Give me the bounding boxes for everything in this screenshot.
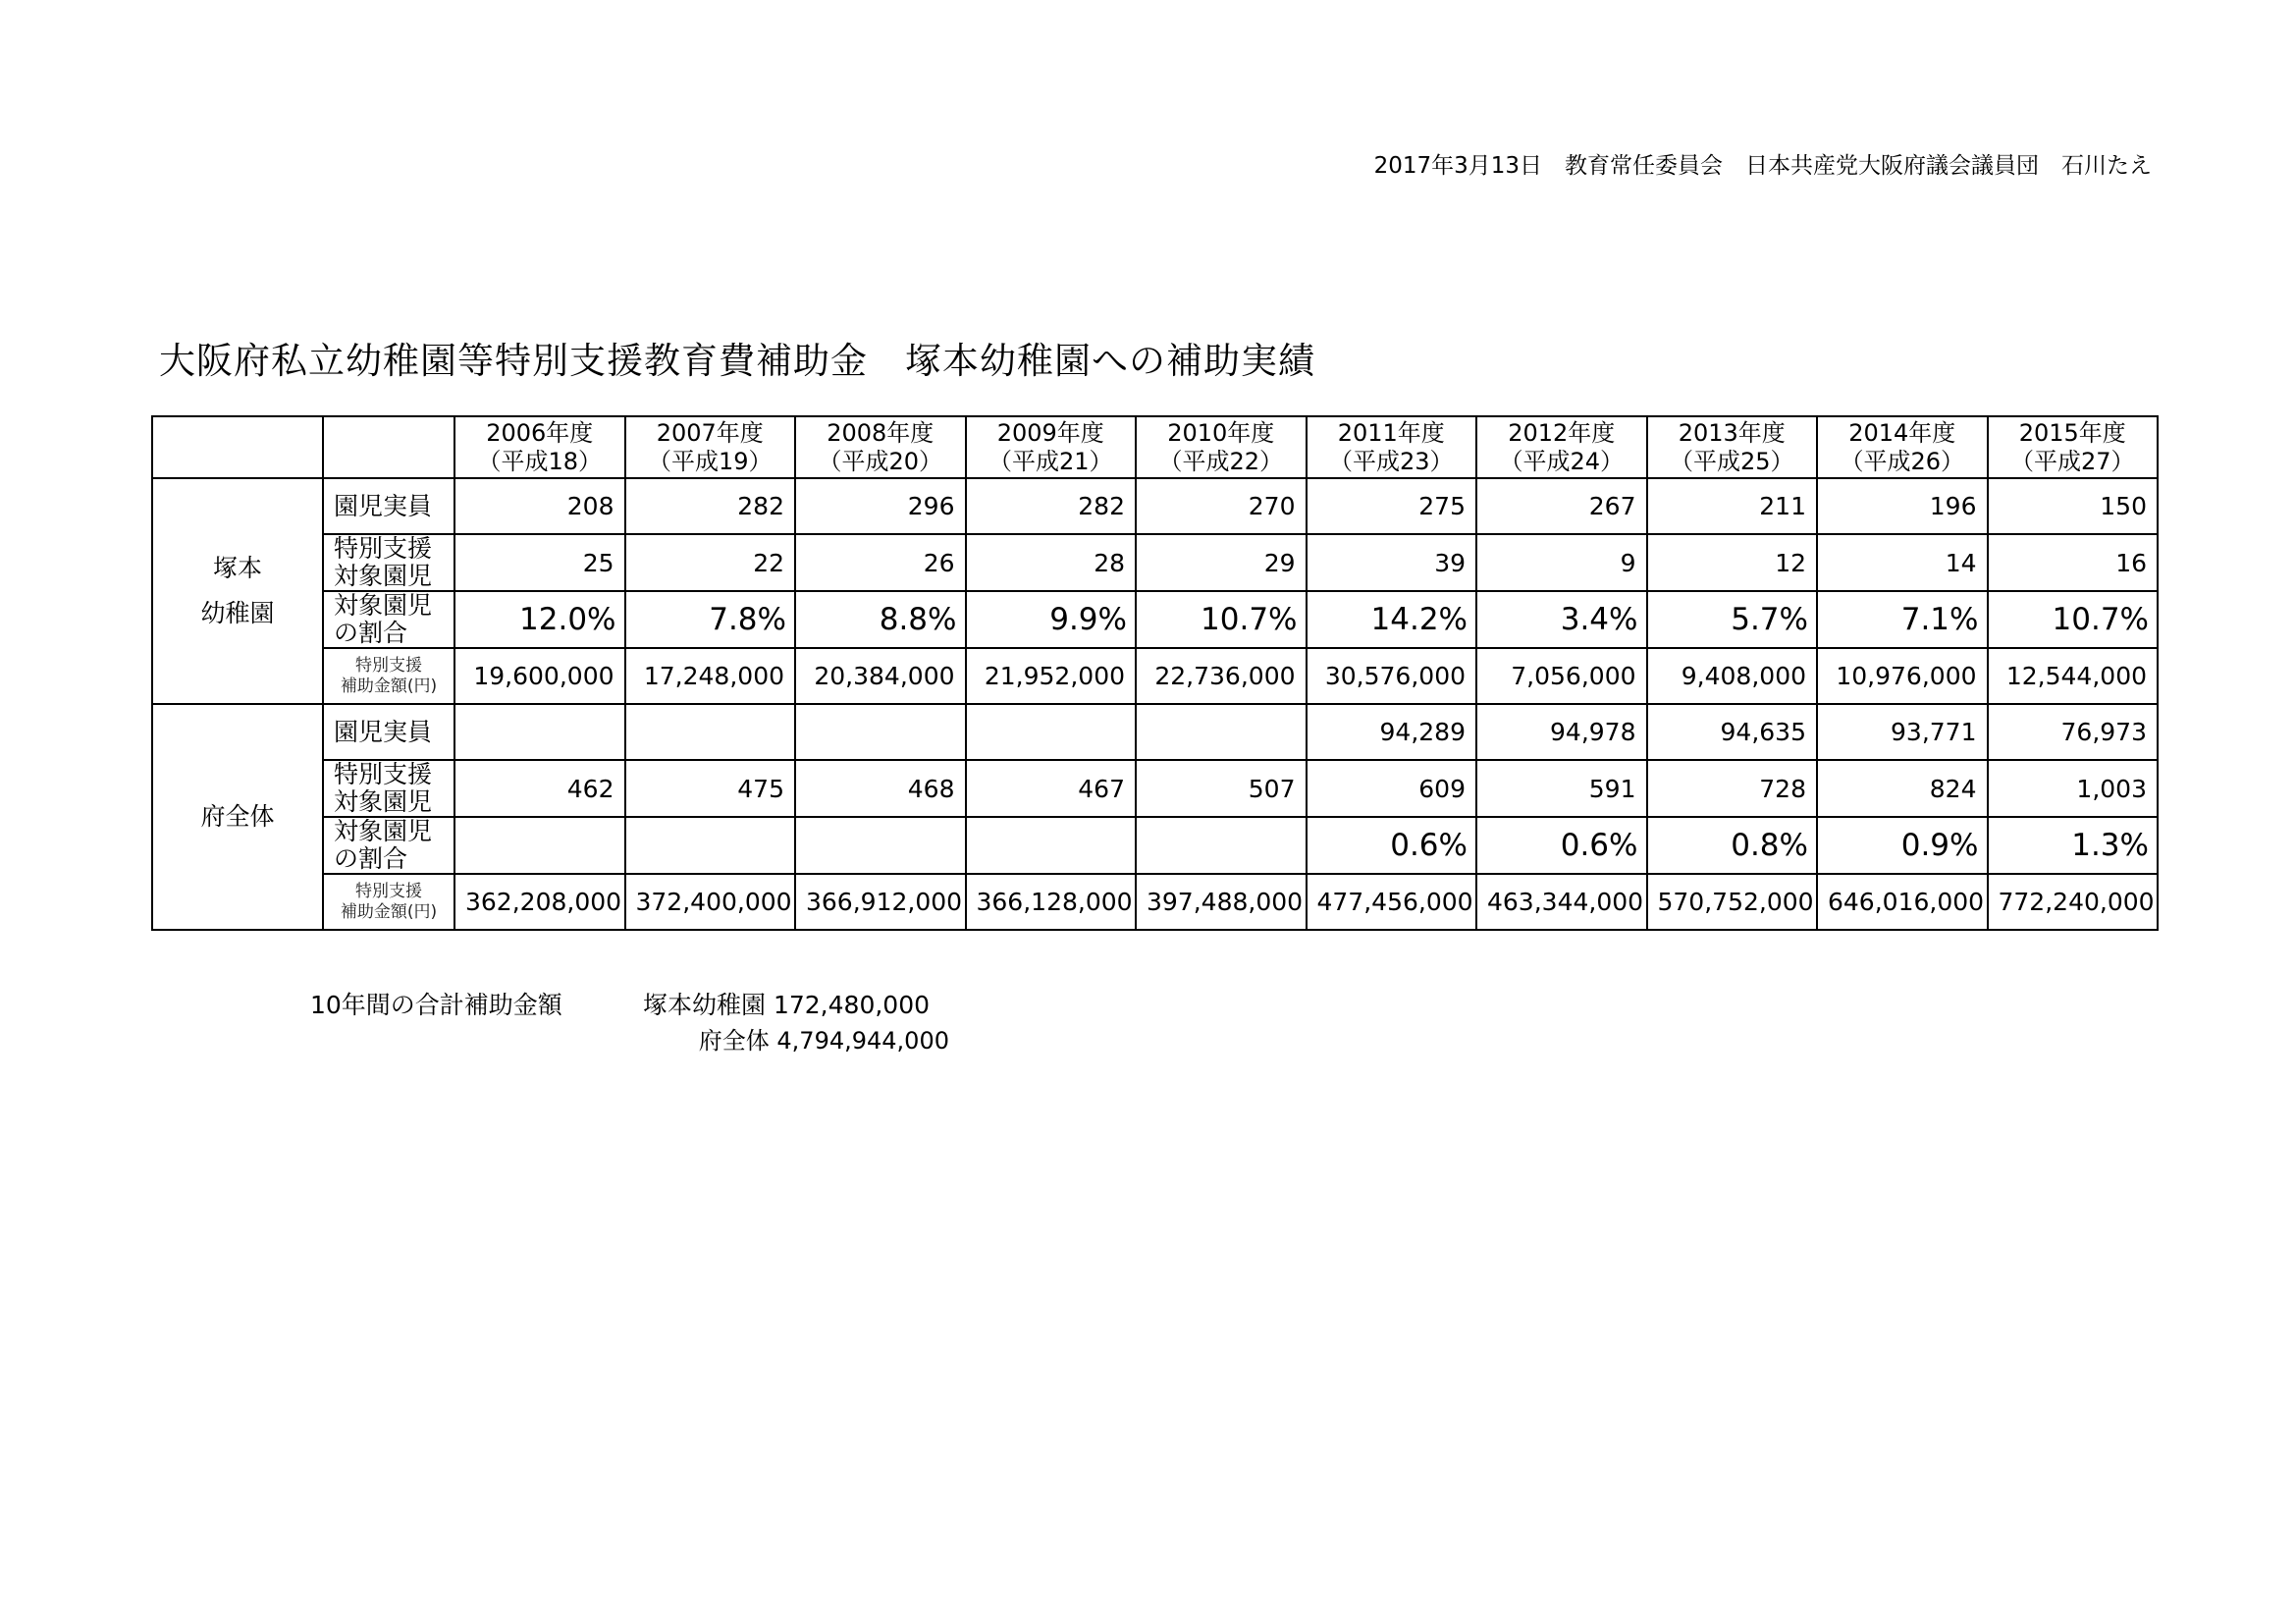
value-cell: 0.6% (1476, 817, 1647, 874)
row-label-line: の割合 (334, 619, 408, 647)
row-label-line: 特別支援 (355, 881, 422, 901)
value-cell: 267 (1476, 478, 1647, 534)
value-cell: 275 (1307, 478, 1477, 534)
table-row (152, 760, 2158, 817)
row-label-line: 補助金額(円) (340, 676, 438, 696)
value-cell: 76,973 (1988, 704, 2159, 760)
value-cell: 22,736,000 (1136, 648, 1307, 704)
value-cell: 14 (1817, 534, 1988, 591)
year-label: 2014年度 (1848, 418, 1956, 447)
value-cell (454, 817, 625, 874)
group-label-line: 府全体 (200, 802, 275, 831)
year-label: 2007年度 (656, 418, 764, 447)
year-label: 2009年度 (996, 418, 1104, 447)
value-cell (966, 704, 1137, 760)
value-cell: 824 (1817, 760, 1988, 817)
table-row (152, 704, 2158, 760)
value-cell: 14.2% (1307, 591, 1477, 648)
value-cell: 296 (795, 478, 966, 534)
value-cell: 362,208,000 (454, 874, 625, 930)
value-cell: 10.7% (1136, 591, 1307, 648)
year-header (1647, 416, 1818, 478)
value-cell: 94,978 (1476, 704, 1647, 760)
value-cell (454, 704, 625, 760)
row-label (323, 534, 454, 591)
value-cell: 12 (1647, 534, 1818, 591)
era-label: （平成25） (1669, 447, 1794, 475)
value-cell: 9,408,000 (1647, 648, 1818, 704)
value-cell: 196 (1817, 478, 1988, 534)
value-cell: 366,128,000 (966, 874, 1137, 930)
value-cell (625, 704, 796, 760)
value-cell: 5.7% (1647, 591, 1818, 648)
value-cell: 22 (625, 534, 796, 591)
value-cell: 772,240,000 (1988, 874, 2159, 930)
value-cell (625, 817, 796, 874)
value-cell: 507 (1136, 760, 1307, 817)
value-cell: 7.1% (1817, 591, 1988, 648)
value-cell: 39 (1307, 534, 1477, 591)
value-cell: 8.8% (795, 591, 966, 648)
table-row (152, 648, 2158, 704)
header-note: 2017年3月13日 教育常任委員会 日本共産党大阪府議会議員団 石川たえ (1373, 153, 2152, 179)
group-label-line: 塚本 (212, 554, 262, 582)
group-label (152, 704, 323, 930)
subsidy-table (151, 415, 2159, 931)
value-cell: 21,952,000 (966, 648, 1137, 704)
table-row (152, 591, 2158, 648)
value-cell (1136, 817, 1307, 874)
value-cell: 646,016,000 (1817, 874, 1988, 930)
value-cell (795, 704, 966, 760)
value-cell: 25 (454, 534, 625, 591)
value-cell: 12.0% (454, 591, 625, 648)
value-cell: 150 (1988, 478, 2159, 534)
summary-prefecture-label: 府全体 (698, 1027, 770, 1055)
row-label-line: 対象園児 (334, 562, 433, 590)
value-cell: 9.9% (966, 591, 1137, 648)
value-cell: 468 (795, 760, 966, 817)
value-cell: 26 (795, 534, 966, 591)
value-cell: 29 (1136, 534, 1307, 591)
row-label-line: 対象園児 (334, 591, 433, 620)
year-label: 2006年度 (486, 418, 594, 447)
year-label: 2012年度 (1508, 418, 1616, 447)
row-label-line: 対象園児 (334, 787, 433, 816)
value-cell: 372,400,000 (625, 874, 796, 930)
row-label-line: 補助金額(円) (340, 901, 438, 922)
era-label: （平成26） (1840, 447, 1965, 475)
table-row (152, 534, 2158, 591)
year-header (966, 416, 1137, 478)
row-label-line: 園児実員 (334, 717, 433, 746)
value-cell: 477,456,000 (1307, 874, 1477, 930)
row-label-line: 特別支援 (334, 534, 433, 563)
group-label (152, 478, 323, 704)
value-cell: 17,248,000 (625, 648, 796, 704)
value-cell: 591 (1476, 760, 1647, 817)
value-cell: 16 (1988, 534, 2159, 591)
table-row (152, 817, 2158, 874)
summary-prefecture-total: 4,794,944,000 (776, 1027, 949, 1055)
year-header (1307, 416, 1477, 478)
year-label: 2015年度 (2018, 418, 2126, 447)
value-cell: 1,003 (1988, 760, 2159, 817)
summary-label: 10年間の合計補助金額 (310, 991, 562, 1019)
year-header (1817, 416, 1988, 478)
year-header (1476, 416, 1647, 478)
era-label: （平成27） (2009, 447, 2135, 475)
value-cell: 609 (1307, 760, 1477, 817)
year-header (454, 416, 625, 478)
value-cell: 7.8% (625, 591, 796, 648)
value-cell: 19,600,000 (454, 648, 625, 704)
year-header (625, 416, 796, 478)
row-label (323, 478, 454, 534)
value-cell: 93,771 (1817, 704, 1988, 760)
group-label-line: 幼稚園 (200, 599, 275, 627)
year-label: 2013年度 (1678, 418, 1786, 447)
era-label: （平成19） (647, 447, 773, 475)
value-cell: 12,544,000 (1988, 648, 2159, 704)
table-row (152, 874, 2158, 930)
row-label-line: 特別支援 (355, 655, 422, 676)
year-header (1988, 416, 2159, 478)
value-cell: 10,976,000 (1817, 648, 1988, 704)
value-cell: 10.7% (1988, 591, 2159, 648)
era-label: （平成24） (1499, 447, 1625, 475)
row-label-line: 特別支援 (334, 760, 433, 788)
value-cell (966, 817, 1137, 874)
row-label (323, 874, 454, 930)
row-label-line: 園児実員 (334, 491, 433, 520)
value-cell: 397,488,000 (1136, 874, 1307, 930)
value-cell: 270 (1136, 478, 1307, 534)
value-cell: 94,635 (1647, 704, 1818, 760)
value-cell: 475 (625, 760, 796, 817)
era-label: （平成22） (1158, 447, 1284, 475)
summary-tsukamoto-total: 172,480,000 (773, 991, 931, 1019)
year-label: 2011年度 (1337, 418, 1445, 447)
row-label (323, 591, 454, 648)
value-cell: 463,344,000 (1476, 874, 1647, 930)
value-cell: 366,912,000 (795, 874, 966, 930)
row-label-line: の割合 (334, 844, 408, 873)
year-header (1136, 416, 1307, 478)
row-label-line: 対象園児 (334, 817, 433, 845)
table-row (152, 478, 2158, 534)
year-header (795, 416, 966, 478)
value-cell: 211 (1647, 478, 1818, 534)
value-cell: 0.8% (1647, 817, 1818, 874)
year-label: 2008年度 (827, 418, 934, 447)
corner-cell (152, 416, 323, 478)
era-label: （平成21） (988, 447, 1113, 475)
summary-tsukamoto-label: 塚本幼稚園 (643, 991, 767, 1019)
value-cell: 282 (625, 478, 796, 534)
year-label: 2010年度 (1167, 418, 1275, 447)
value-cell (1136, 704, 1307, 760)
value-cell: 0.9% (1817, 817, 1988, 874)
value-cell: 0.6% (1307, 817, 1477, 874)
value-cell (795, 817, 966, 874)
value-cell: 7,056,000 (1476, 648, 1647, 704)
row-label (323, 760, 454, 817)
value-cell: 94,289 (1307, 704, 1477, 760)
value-cell: 20,384,000 (795, 648, 966, 704)
value-cell: 30,576,000 (1307, 648, 1477, 704)
row-label (323, 817, 454, 874)
value-cell: 282 (966, 478, 1137, 534)
era-label: （平成20） (818, 447, 943, 475)
row-label (323, 648, 454, 704)
value-cell: 1.3% (1988, 817, 2159, 874)
summary-tsukamoto (643, 986, 930, 1021)
era-label: （平成23） (1328, 447, 1454, 475)
value-cell: 208 (454, 478, 625, 534)
value-cell: 467 (966, 760, 1137, 817)
row-label (323, 704, 454, 760)
document-title: 大阪府私立幼稚園等特別支援教育費補助金 塚本幼稚園への補助実績 (159, 340, 1315, 382)
summary-prefecture (699, 1021, 949, 1056)
value-cell: 462 (454, 760, 625, 817)
value-cell: 570,752,000 (1647, 874, 1818, 930)
value-cell: 9 (1476, 534, 1647, 591)
header-row (152, 416, 2158, 478)
value-cell: 28 (966, 534, 1137, 591)
value-cell: 3.4% (1476, 591, 1647, 648)
value-cell: 728 (1647, 760, 1818, 817)
era-label: （平成18） (477, 447, 603, 475)
corner-cell-2 (323, 416, 454, 478)
